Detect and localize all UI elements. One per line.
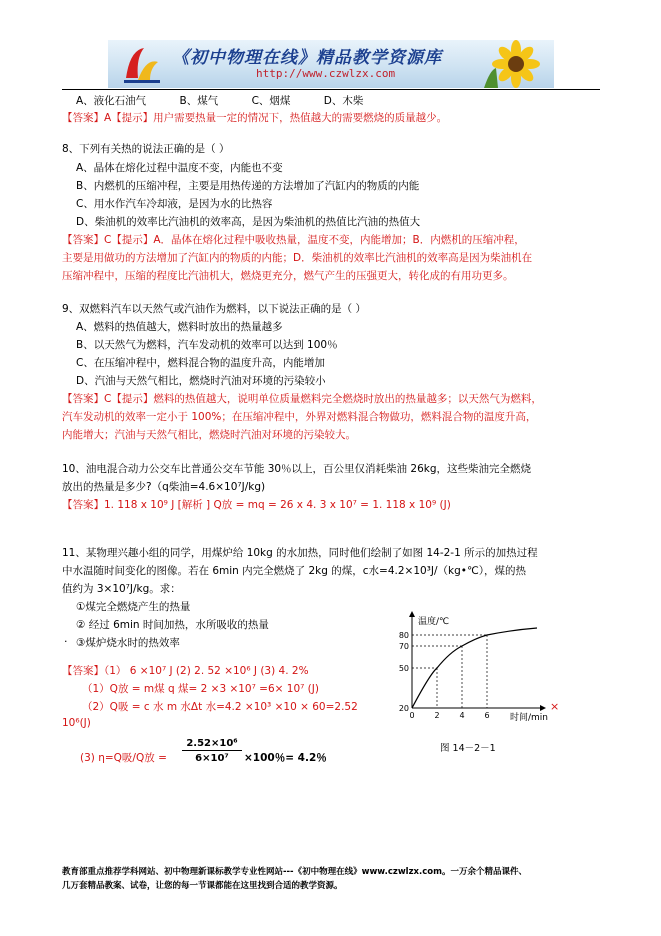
formula-denominator: 6×10⁷ xyxy=(195,753,229,764)
q11-stem-line: 中水温随时间变化的图像。若在 6min 内完全燃烧了 2kg 的煤，c水=4.2×10³J/（kg•℃），煤的热 xyxy=(62,565,527,577)
q7-options xyxy=(76,93,393,108)
q7-option-c: C、烟煤 xyxy=(251,95,291,107)
x-tick-label: 4 xyxy=(459,711,465,720)
q8-option-a: A、晶体在熔化过程中温度不变，内能也不变 xyxy=(76,162,283,174)
q9-stem: 9、双燃料汽车以天然气或汽油作为燃料，以下说法正确的是（ ） xyxy=(62,303,367,315)
q9-option-c: C、在压缩冲程中，燃料混合物的温度升高，内能增加 xyxy=(76,357,325,369)
figure-caption: 图 14－2－1 xyxy=(440,743,496,754)
q8-option-b: B、内燃机的压缩冲程，主要是用热传递的方法增加了汽缸内的物质的内能 xyxy=(76,180,420,192)
footer-line: 教育部重点推荐学科网站、初中物理新课标教学专业性网站---《初中物理在线》www.czwlzx.com。一万余个精品课件、 xyxy=(62,867,527,877)
q9-answer-line: 【答案】C【提示】燃料的热值越大，说明单位质量燃料完全燃烧时放出的热量越多；以天然气为燃料， xyxy=(62,393,542,405)
site-logo-icon xyxy=(120,44,162,84)
q8-stem: 8、下列有关热的说法正确的是（ ） xyxy=(62,143,230,155)
q8-answer-line: 主要是用做功的方法增加了汽缸内的物质的内能；D．柴油机的效率比汽油机的效率高是因为柴油机在 xyxy=(62,252,533,264)
q10-stem-line: 放出的热量是多少?（q柴油=4.6×10⁷J/kg) xyxy=(62,481,266,493)
q8-answer-line: 压缩冲程中，压缩的程度比汽油机大，燃烧更充分，燃气产生的压强更大，转化成的有用功更多。 xyxy=(62,270,514,282)
y-tick-label: 70 xyxy=(398,642,409,651)
y-tick-label: 50 xyxy=(398,664,409,673)
q11-answer-line: 【答案】（1） 6 ×10⁷ J (2) 2. 52 ×10⁶ J (3) 4. 2% xyxy=(62,665,309,677)
q11-stem-line: 11、某物理兴趣小组的同学，用煤炉给 10kg 的水加热，同时他们绘制了如图 14-2-1 所示的加热过程 xyxy=(62,547,538,559)
q11-item: ② 经过 6min 时间加热，水所吸收的热量 xyxy=(76,619,269,631)
y-tick-label: 80 xyxy=(398,631,409,640)
bullet-dot: . xyxy=(64,632,68,645)
y-axis-label: 温度/℃ xyxy=(418,617,450,627)
q11-item: ③煤炉烧水时的热效率 xyxy=(76,637,180,649)
x-tick-label: 2 xyxy=(434,711,440,720)
q9-answer-line: 汽车发动机的效率一定小于 100%；在压缩冲程中，外界对燃料混合物做功，燃料混合物的温度升高， xyxy=(62,411,537,423)
temperature-curve xyxy=(412,628,537,708)
q9-option-d: D、汽油与天然气相比，燃烧时汽油对环境的污染较小 xyxy=(76,375,326,387)
q11-item: ①煤完全燃烧产生的热量 xyxy=(76,601,191,613)
q7-option-b: B、煤气 xyxy=(179,95,219,107)
q11-answer-line: （1）Q放 = m煤 q 煤= 2 ×3 ×10⁷ =6× 10⁷ (J) xyxy=(82,683,319,695)
formula-fraction xyxy=(182,738,242,764)
formula-numerator: 2.52×10⁶ xyxy=(182,738,242,751)
q10-stem-line: 10、油电混合动力公交车比普通公交车节能 30％以上，百公里仅消耗柴油 26kg，这些柴油完全燃烧 xyxy=(62,463,532,475)
y-tick-label: 20 xyxy=(398,704,409,713)
banner-title: 《初中物理在线》精品教学资源库 xyxy=(172,48,442,68)
x-tick-label: 0 xyxy=(409,711,415,720)
q11-answer-line: （2）Q吸 = c 水 m 水Δt 水=4.2 ×10³ ×10 × 60=2.52 xyxy=(82,701,358,713)
y-axis-arrow xyxy=(409,611,415,617)
q9-answer-line: 内能增大；汽油与天然气相比，燃烧时汽油对环境的污染较大。 xyxy=(62,429,356,441)
header-rule xyxy=(62,89,600,90)
temperature-time-graph xyxy=(392,608,568,742)
q9-option-b: B、以天然气为燃料，汽车发动机的效率可以达到 100％ xyxy=(76,339,338,351)
q7-answer: 【答案】A【提示】用户需要热量一定的情况下，热值越大的需要燃烧的质量越少。 xyxy=(62,112,448,124)
sunflower-icon xyxy=(476,40,550,88)
x-axis-label: 时间/min xyxy=(510,713,549,723)
q9-option-a: A、燃料的热值越大，燃料时放出的热量越多 xyxy=(76,321,283,333)
q10-answer: 【答案】1. 118 x 10⁹ J [解析 ] Q放 = mq = 26 x 4. 3 x 10⁷ = 1. 118 x 10⁹ (J) xyxy=(62,499,451,511)
site-banner xyxy=(108,40,554,88)
cross-mark: × xyxy=(550,700,560,713)
x-axis-arrow xyxy=(540,705,546,711)
q11-answer-line: 10⁶(J) xyxy=(62,717,91,729)
x-tick-label: 6 xyxy=(484,711,490,720)
formula-lhs: (3) η=Q吸/Q放 = xyxy=(80,752,167,764)
q8-answer-line: 【答案】C【提示】A．晶体在熔化过程中吸收热量，温度不变，内能增加；B．内燃机的压缩冲程， xyxy=(62,234,525,246)
footer-line: 几万套精品教案、试卷，让您的每一节课都能在这里找到合适的教学资源。 xyxy=(62,881,343,891)
q7-option-d: D、木柴 xyxy=(323,95,364,107)
formula-rhs: ×100％= 4.2％ xyxy=(244,752,327,764)
q8-option-c: C、用水作汽车冷却液，是因为水的比热容 xyxy=(76,198,273,210)
q7-option-a: A、液化石油气 xyxy=(76,95,147,107)
banner-url[interactable]: http://www.czwlzx.com xyxy=(256,67,396,80)
q8-option-d: D、柴油机的效率比汽油机的效率高，是因为柴油机的热值比汽油的热值大 xyxy=(76,216,421,228)
q11-stem-line: 值约为 3×10⁷J/kg。求： xyxy=(62,583,181,595)
